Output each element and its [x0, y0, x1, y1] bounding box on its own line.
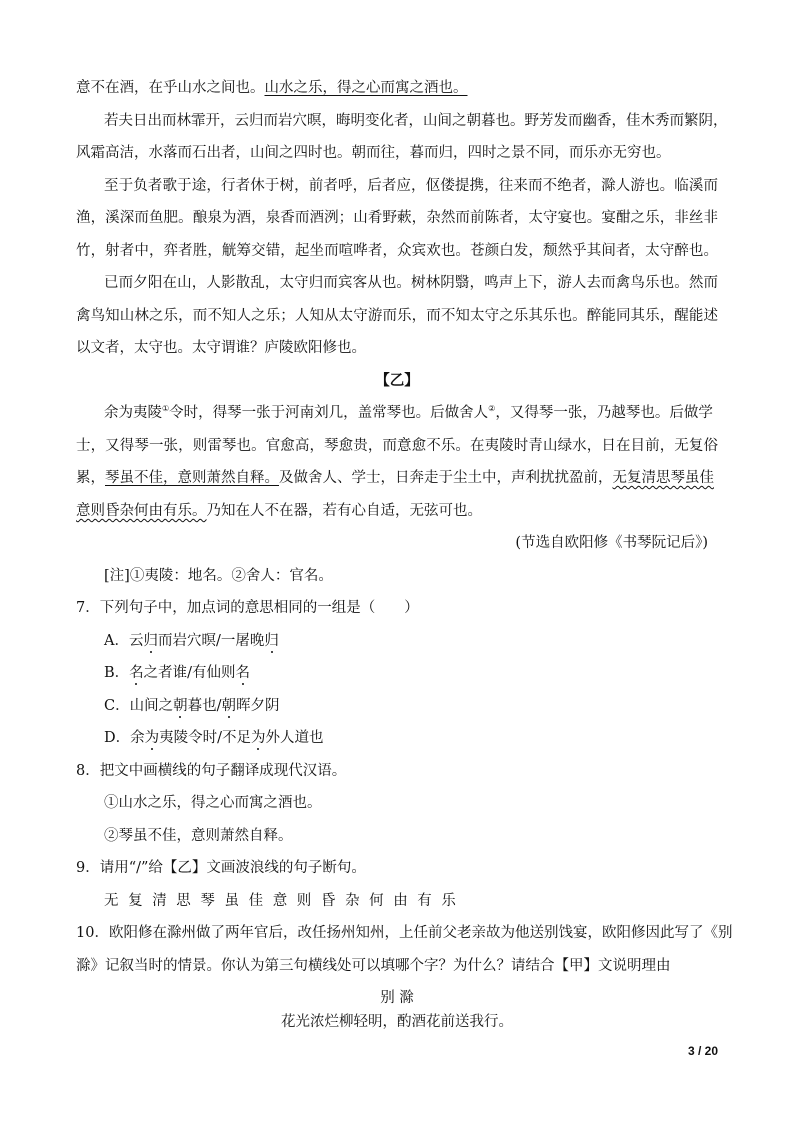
dotted-word: 名: [235, 665, 251, 681]
yi-line-1: [104, 403, 718, 423]
q7-option-d: [104, 728, 718, 748]
yi-line-4: [76, 501, 718, 521]
underlined-sentence-1: 山水之乐，得之心而寓之酒也。: [264, 80, 468, 96]
option-text: 夷陵令时/不足: [159, 730, 252, 746]
q10-stem-line-2: 滁》记叙当时的情景。你认为第三句横线处可以填哪个字？为什么？请结合【甲】文说明理由: [76, 958, 671, 974]
jia-line-6: 竹，射者中，弈者胜，觥筹交错，起坐而喧哗者，众宾欢也。苍颜白发，颓然乎其间者，太守醉也。: [76, 243, 718, 259]
dotted-word: 为: [144, 730, 160, 746]
jia-line-5: 渔，溪深而鱼肥。酿泉为酒，泉香而酒洌；山肴野蔌，杂然而前陈者，太守宴也。宴酣之乐，非丝非: [76, 210, 718, 226]
option-text: 而岩穴暝/一屠晚: [157, 633, 265, 649]
option-text: 之者谁/有仙则: [143, 665, 236, 681]
page-number: 3 / 20: [687, 1044, 718, 1058]
q8-stem: 8．把文中画横线的句子翻译成现代汉语。: [76, 763, 347, 779]
jia-line-3: 风霜高洁，水落而石出者，山间之四时也。朝而往，暮而归，四时之景不同，而乐亦无穷也。: [76, 145, 671, 161]
source-citation: (节选自欧阳修《书琴阮记后》): [515, 535, 708, 551]
jia-line-1: [76, 78, 718, 98]
yi-text: 及做舍人、学士，日奔走于尘土中，声利扰扰盈前，: [279, 470, 613, 486]
yi-text: 余为夷陵: [104, 405, 162, 421]
option-text: 云: [128, 633, 144, 649]
option-text: 山间之: [129, 698, 174, 714]
underlined-sentence-2: 琴虽不佳，意则萧然自释。: [105, 470, 279, 486]
option-label: D．: [104, 730, 131, 746]
q7-option-b: [104, 663, 718, 683]
jia-text: 意不在酒，在乎山水之间也。: [76, 80, 265, 96]
yi-line-3: [76, 468, 718, 488]
poem-title: 别 滁: [380, 990, 414, 1006]
footnote-mark-2: ②: [488, 404, 496, 413]
option-label: B．: [104, 665, 130, 681]
q7-stem: 7．下列句子中，加点词的意思相同的一组是（ ）: [76, 600, 419, 616]
yi-text: 乃知在人不在器，若有心自适，无弦可也。: [206, 503, 482, 519]
yi-line-2: 士，又得琴一张，则雷琴也。官愈高，琴愈贵，而意愈不乐。在夷陵时青山绿水，日在目前，无复俗: [76, 438, 718, 454]
q7-option-a: [104, 631, 718, 651]
option-label: A．: [104, 633, 129, 649]
q9-chars: 无复清思琴虽佳意则昏杂何由有乐: [104, 893, 466, 909]
yi-title: 【乙】: [375, 372, 419, 389]
q9-stem: 9．请用“/”给【乙】文画波浪线的句子断句。: [76, 860, 366, 876]
option-label: C．: [104, 698, 130, 714]
option-text: 暮也/: [187, 698, 222, 714]
dotted-word: 朝: [173, 698, 188, 714]
q8-item-2: ②琴虽不佳，意则萧然自释。: [104, 828, 293, 844]
yi-text: ，又得琴一张，乃越琴也。后做学: [495, 405, 713, 421]
yi-text: 累，: [76, 470, 105, 486]
option-text: 余: [130, 730, 145, 746]
jia-line-8: 禽鸟知山林之乐，而不知人之乐；人知从太守游而乐，而不知太守之乐其乐也。醉能同其乐，醒能述: [76, 308, 718, 324]
jia-line-4: 至于负者歌于途，行者休于树，前者呼，后者应，伛偻提携，往来而不绝者，滁人游也。临溪而: [104, 178, 718, 194]
footnote-mark-1: ①: [162, 404, 170, 413]
dotted-word: 归: [264, 633, 279, 649]
q8-item-1: ①山水之乐，得之心而寓之酒也。: [104, 795, 322, 811]
option-text: 晖夕阴: [236, 698, 280, 714]
q7-option-c: [104, 696, 718, 716]
dotted-word: 朝: [221, 698, 236, 714]
q10-stem-line-1: 10．欧阳修在滁州做了两年官后，改任扬州知州，上任前父老亲故为他送别饯宴，欧阳修因此写了《别: [76, 925, 733, 941]
wavy-sentence-part-2: 意则昏杂何由有乐。: [76, 503, 207, 519]
poem-line-1: 花光浓烂柳轻明，酌酒花前送我行。: [281, 1014, 513, 1030]
jia-line-9: 以文者，太守也。太守谓谁？庐陵欧阳修也。: [76, 340, 366, 356]
dotted-word: 归: [143, 633, 158, 649]
jia-line-7: 已而夕阳在山，人影散乱，太守归而宾客从也。树林阴翳，鸣声上下，游人去而禽鸟乐也。然而: [104, 275, 718, 291]
annotation-note: [注]①夷陵：地名。②舍人：官名。: [104, 568, 333, 584]
wavy-sentence-part-1: 无复清思琴虽佳: [612, 470, 714, 486]
dotted-word: 为: [251, 730, 266, 746]
yi-text: 令时，得琴一张于河南刘几，盖常琴也。后做舍人: [169, 405, 489, 421]
dotted-word: 名: [129, 665, 144, 681]
option-text: 外人道也: [265, 730, 324, 746]
jia-line-2: 若夫日出而林霏开，云归而岩穴暝，晦明变化者，山间之朝暮也。野芳发而幽香，佳木秀而繁阴，: [104, 113, 728, 129]
